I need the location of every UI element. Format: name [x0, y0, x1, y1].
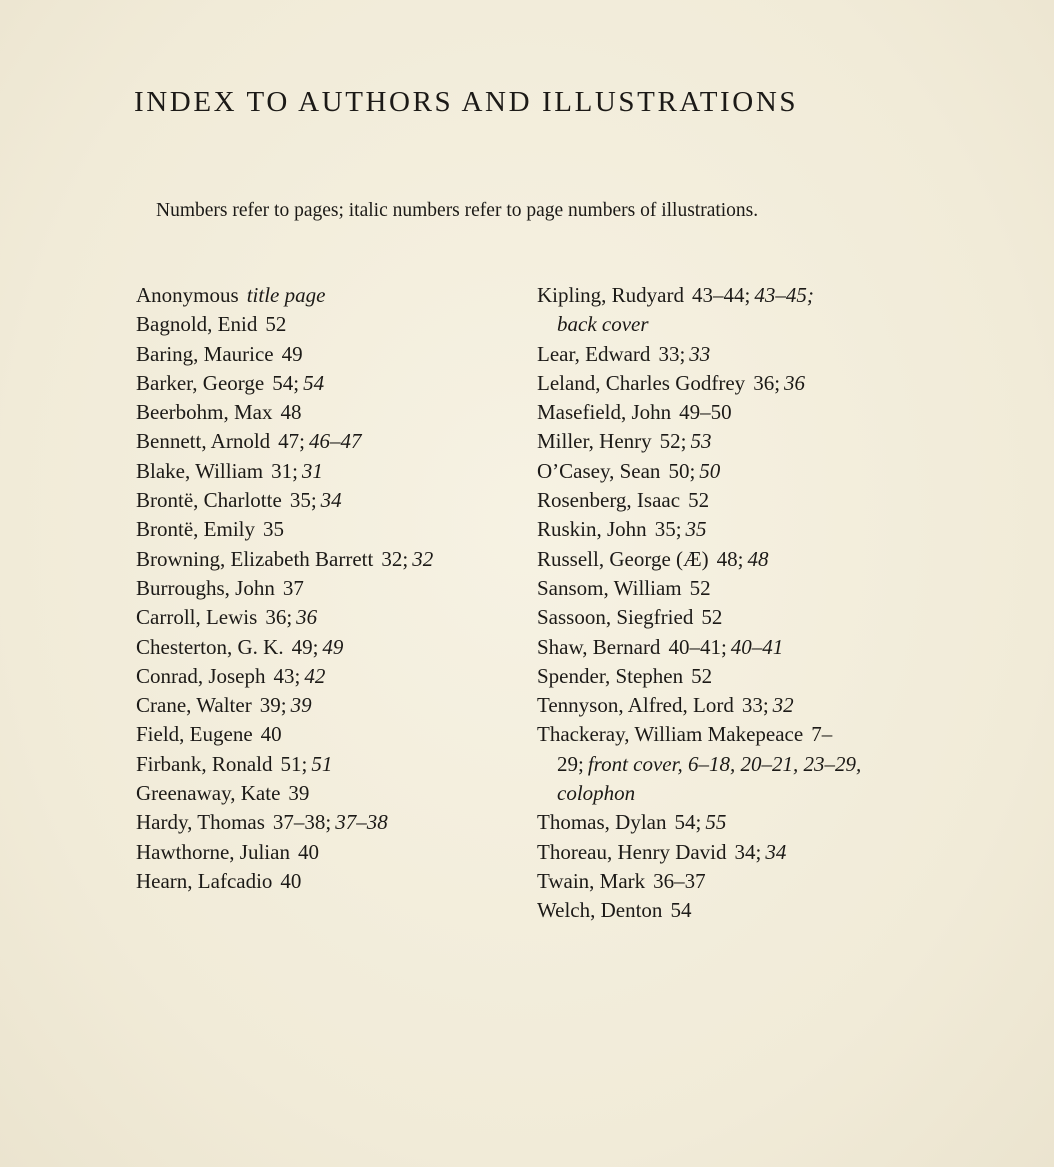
text-pages: 36; — [753, 370, 781, 395]
author-name: Baring, Maurice — [136, 341, 274, 366]
author-name: Brontë, Charlotte — [136, 488, 282, 513]
illustration-pages: 32 — [412, 546, 434, 571]
author-name: Kipling, Rudyard — [537, 283, 684, 307]
author-name: Spender, Stephen — [537, 663, 684, 688]
text-pages: 52 — [691, 663, 713, 688]
text-pages: 33; — [658, 341, 686, 366]
author-name: Anonymous — [136, 283, 239, 307]
text-pages: 31; — [271, 458, 298, 483]
text-pages: 54; — [674, 810, 702, 835]
illustration-pages: 39 — [290, 693, 312, 718]
author-name: Thomas, Dylan — [537, 810, 667, 835]
illustration-pages: 48 — [747, 546, 769, 571]
index-entry — [136, 662, 516, 691]
index-entry — [537, 603, 877, 632]
index-entry — [136, 779, 516, 808]
page-title: INDEX TO AUTHORS AND ILLUSTRATIONS — [134, 86, 799, 118]
author-name: Firbank, Ronald — [136, 751, 273, 776]
author-name: Miller, Henry — [537, 429, 652, 454]
text-pages: 37–38; — [272, 810, 332, 835]
author-name: Thoreau, Henry David — [537, 839, 727, 864]
text-pages: 52 — [701, 605, 723, 630]
text-pages: 40 — [280, 868, 302, 893]
illustration-pages: 55 — [705, 810, 727, 835]
index-entry — [136, 867, 516, 896]
illustration-pages: 35 — [685, 517, 707, 542]
illustration-pages: 32 — [772, 693, 794, 718]
index-entry — [537, 281, 877, 340]
author-name: Chesterton, G. K. — [136, 634, 284, 659]
text-pages: 54 — [670, 898, 692, 923]
illustration-pages: 31 — [301, 458, 323, 483]
author-name: Ruskin, John — [537, 517, 647, 542]
index-entry — [537, 808, 877, 837]
author-name: Shaw, Bernard — [537, 634, 661, 659]
text-pages: 40–41; — [668, 634, 727, 659]
author-name: Bagnold, Enid — [136, 312, 258, 337]
index-entry — [537, 633, 877, 662]
illustration-pages: 36 — [296, 605, 318, 630]
index-entry — [136, 457, 516, 486]
author-name: Rosenberg, Isaac — [537, 488, 681, 513]
index-entry — [537, 427, 877, 456]
index-entry — [136, 633, 516, 662]
author-name: Thackeray, William Makepeace — [537, 722, 804, 747]
text-pages: 49; — [291, 634, 319, 659]
text-pages: 36; — [265, 605, 293, 630]
author-name: Crane, Walter — [136, 693, 252, 718]
text-pages: 43–44; — [692, 283, 751, 307]
index-entry — [136, 808, 516, 837]
index-entry — [136, 515, 516, 544]
index-entry — [136, 750, 516, 779]
text-pages-continued: 29; — [557, 751, 584, 776]
text-pages: 51; — [280, 751, 308, 776]
illustration-pages: 53 — [690, 429, 712, 454]
illustration-pages: 43–45; — [754, 283, 814, 307]
text-pages: 43; — [273, 663, 301, 688]
author-name: Carroll, Lewis — [136, 605, 258, 630]
illustration-pages: 34 — [765, 839, 787, 864]
index-entry — [537, 340, 877, 369]
author-name: Twain, Mark — [537, 868, 646, 893]
index-entry — [136, 691, 516, 720]
author-name: Russell, George (Æ) — [537, 546, 709, 571]
text-pages: 7– — [811, 722, 833, 747]
text-pages: 48; — [716, 546, 744, 571]
text-pages: 35; — [654, 517, 682, 542]
index-entry — [537, 574, 877, 603]
illustration-pages: 37–38 — [335, 810, 388, 835]
index-entry — [136, 310, 516, 339]
index-entry — [537, 486, 877, 515]
author-name: Beerbohm, Max — [136, 400, 273, 425]
index-entry — [136, 398, 516, 427]
text-pages: 33; — [741, 693, 769, 718]
index-entry — [136, 574, 516, 603]
author-name: Hardy, Thomas — [136, 810, 265, 835]
illustration-pages: 36 — [784, 370, 806, 395]
text-pages: 34; — [734, 839, 762, 864]
index-entry — [136, 281, 516, 310]
text-pages: 40 — [297, 839, 319, 864]
text-pages: 35; — [289, 488, 317, 513]
index-entry — [537, 838, 877, 867]
illustration-pages-continued: back cover — [557, 312, 649, 337]
index-entry — [136, 427, 516, 456]
index-entry — [136, 720, 516, 749]
index-entry — [537, 545, 877, 574]
author-name: Lear, Edward — [537, 341, 651, 366]
text-pages: 50; — [668, 458, 696, 483]
illustration-pages: 33 — [689, 341, 711, 366]
author-name: Hearn, Lafcadio — [136, 868, 273, 893]
text-pages: 52 — [265, 312, 287, 337]
index-column-right — [537, 281, 877, 926]
text-pages: 39 — [288, 781, 310, 806]
text-pages: 49–50 — [679, 400, 732, 425]
index-entry — [537, 398, 877, 427]
text-pages: 35 — [263, 517, 284, 542]
author-name: Hawthorne, Julian — [136, 839, 290, 864]
illustration-pages: 49 — [322, 634, 344, 659]
index-entry — [537, 691, 877, 720]
illustration-pages-continued-2: colophon — [557, 781, 636, 806]
author-name: Welch, Denton — [537, 898, 663, 923]
author-name: Brontë, Emily — [136, 517, 255, 542]
text-pages: 36–37 — [653, 868, 706, 893]
text-pages: 49 — [281, 341, 303, 366]
illustration-pages-continued: front cover, 6–18, 20–21, 23–29, — [587, 751, 862, 776]
author-name: Conrad, Joseph — [136, 663, 266, 688]
index-entry — [136, 603, 516, 632]
author-name: Burroughs, John — [136, 575, 275, 600]
index-entry — [537, 662, 877, 691]
index-entry — [136, 486, 516, 515]
index-entry — [136, 545, 516, 574]
index-entry — [537, 515, 877, 544]
author-name: Masefield, John — [537, 400, 672, 425]
index-entry — [136, 838, 516, 867]
entry-continuation — [537, 750, 877, 779]
author-name: Sassoon, Siegfried — [537, 605, 694, 630]
text-pages: 52; — [659, 429, 687, 454]
index-entry — [537, 720, 877, 808]
text-pages: 47; — [278, 429, 305, 454]
author-name: Tennyson, Alfred, Lord — [537, 693, 734, 718]
index-entry — [136, 369, 516, 398]
author-name: Blake, William — [136, 458, 264, 483]
text-pages: 52 — [689, 575, 711, 600]
index-entry — [537, 369, 877, 398]
illustration-pages: 42 — [304, 663, 326, 688]
index-entry — [537, 867, 877, 896]
author-name: Greenaway, Kate — [136, 781, 281, 806]
illustration-pages: title page — [246, 283, 326, 307]
index-entry — [537, 896, 877, 925]
illustration-pages: 54 — [303, 370, 325, 395]
author-name: O’Casey, Sean — [537, 458, 661, 483]
illustration-pages: 34 — [320, 488, 342, 513]
text-pages: 40 — [260, 722, 282, 747]
illustration-pages: 46–47 — [309, 429, 362, 454]
author-name: Field, Eugene — [136, 722, 253, 747]
illustration-pages: 50 — [699, 458, 721, 483]
author-name: Leland, Charles Godfrey — [537, 370, 746, 395]
author-name: Sansom, William — [537, 575, 682, 600]
text-pages: 32; — [381, 546, 409, 571]
text-pages: 48 — [280, 400, 302, 425]
text-pages: 52 — [688, 488, 710, 513]
illustration-pages: 40–41 — [730, 634, 784, 659]
index-column-left — [136, 281, 516, 896]
index-entry — [537, 457, 877, 486]
text-pages: 54; — [272, 370, 300, 395]
illustration-pages: 51 — [311, 751, 333, 776]
text-pages: 39; — [259, 693, 287, 718]
author-name: Browning, Elizabeth Barrett — [136, 546, 374, 571]
author-name: Barker, George — [136, 370, 265, 395]
author-name: Bennett, Arnold — [136, 429, 271, 454]
text-pages: 37 — [282, 575, 304, 600]
index-note: Numbers refer to pages; italic numbers refer to page numbers of illustrations. — [156, 200, 759, 221]
index-entry — [136, 340, 516, 369]
